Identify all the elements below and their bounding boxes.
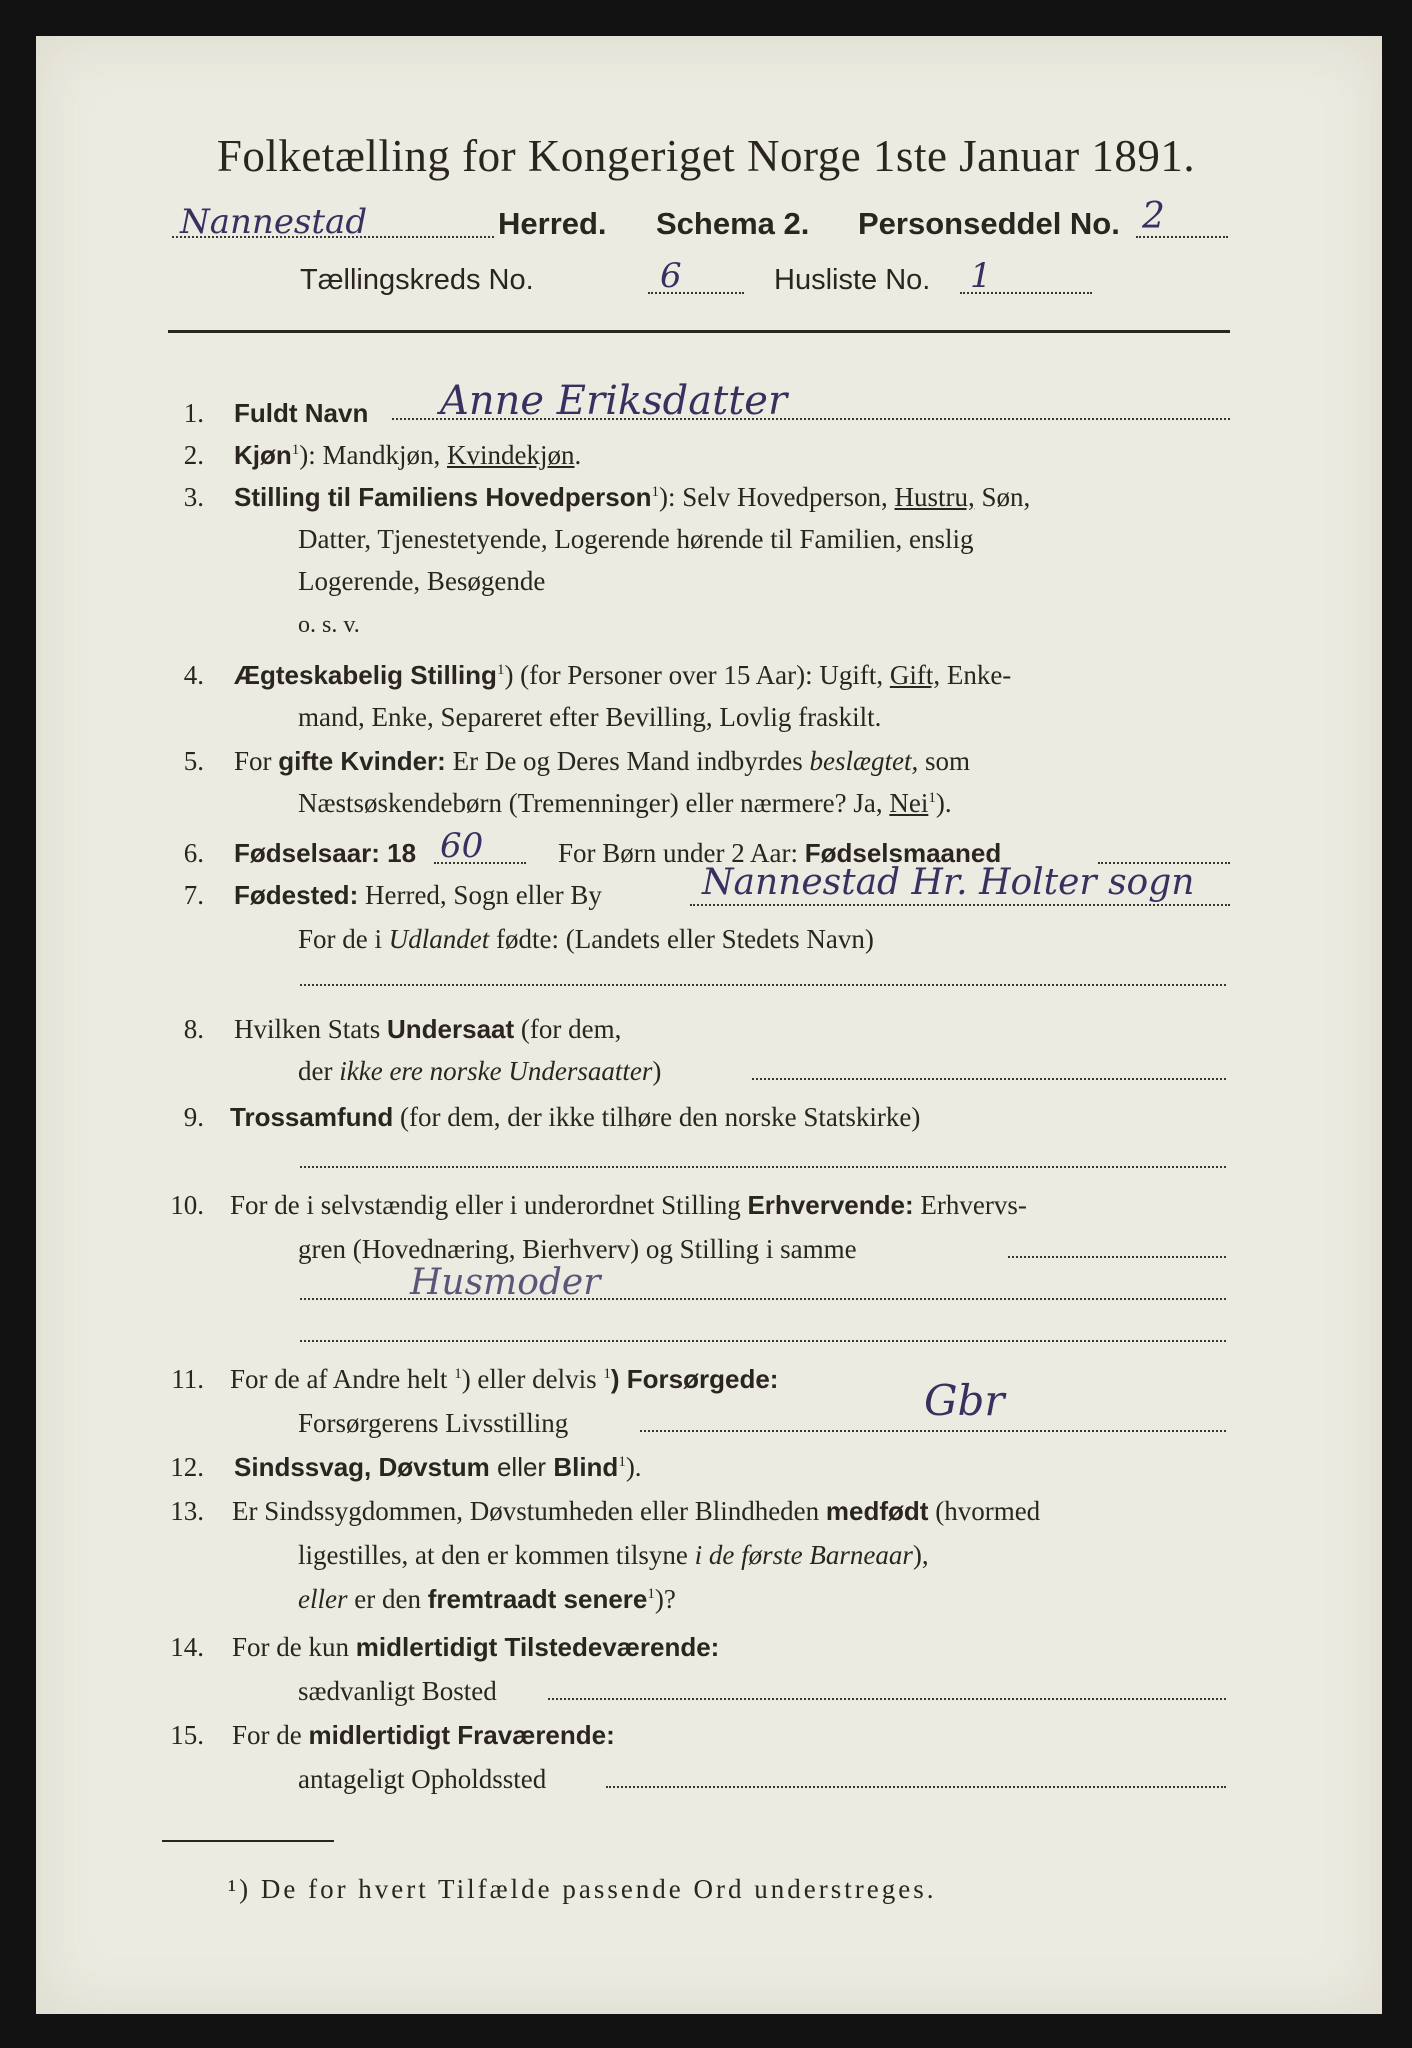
item6-text-b: For Børn under 2 Aar: xyxy=(558,838,805,868)
item-number: 7. xyxy=(183,880,204,910)
item8-line2 xyxy=(298,1056,661,1087)
item14-label: midlertidigt Tilstedeværende: xyxy=(355,1632,720,1662)
item14-line1 xyxy=(232,1632,719,1663)
item-number: 13. xyxy=(170,1496,204,1526)
item10-line2: gren (Hovednæring, Bierhverv) og Stilling i samme xyxy=(298,1234,857,1264)
item5-line2: Næstsøskendebørn (Tremenninger) eller nærmere? Ja, Nei$^1$). xyxy=(298,788,952,818)
item8-label: Undersaat xyxy=(387,1014,515,1044)
item14-text: For de kun xyxy=(232,1632,356,1662)
item-number: 14. xyxy=(170,1632,204,1662)
item11-label: ) Forsørgede: xyxy=(610,1364,779,1394)
personseddel-label: Personseddel No. xyxy=(858,206,1120,241)
item3-line3: Logerende, Besøgende xyxy=(298,566,546,596)
husliste-label: Husliste No. xyxy=(774,264,931,296)
item15-line2: antageligt Opholdssted xyxy=(298,1764,547,1794)
footnote-ref: 1 xyxy=(454,1366,462,1382)
item4-label: Ægteskabelig Stilling xyxy=(234,660,497,690)
item9-text: (for dem, der ikke tilhøre den norske Statskirke) xyxy=(393,1102,921,1132)
item11-line2: Forsørgerens Livsstilling xyxy=(298,1408,569,1438)
item-number: 9. xyxy=(183,1102,204,1132)
item4-line1 xyxy=(234,660,1011,691)
item7-line2 xyxy=(298,924,874,955)
item5-line2-text: Næstsøskendebørn (Tremenninger) eller nærmere? Ja, xyxy=(298,788,890,818)
item13-line2 xyxy=(298,1540,929,1571)
item4-text-end: Enke- xyxy=(940,660,1012,690)
kreds-label: Tællingskreds No. xyxy=(300,264,534,296)
item-number: 3. xyxy=(183,482,204,512)
item6-label-b: Fødselsmaaned xyxy=(804,838,1002,868)
item5-text-end: som xyxy=(918,746,971,776)
item7-foreign-dotted-line xyxy=(300,984,1226,986)
item12-text: eller xyxy=(489,1452,554,1482)
item12-line xyxy=(234,1452,642,1483)
item12-label: Sindssvag, Døvstum xyxy=(234,1452,490,1482)
footnote-ref: 1 xyxy=(928,790,936,806)
item5-italic: beslægtet, xyxy=(809,746,919,776)
personseddel-dotted-line xyxy=(1136,236,1228,238)
footnote-text: De for hvert Tilfælde passende Ord understreges. xyxy=(260,1874,937,1904)
item10-text-end: Erhvervs- xyxy=(913,1190,1027,1220)
item3-line4: o. s. v. xyxy=(298,612,360,638)
item10-text: For de i selvstændig eller i underordnet Stilling xyxy=(230,1190,748,1220)
item-number: 11. xyxy=(171,1364,204,1394)
item8-text: Hvilken Stats xyxy=(234,1014,387,1044)
item7-italic: Udlandet xyxy=(388,924,490,954)
item8-italic: ikke ere norske Undersaatter xyxy=(339,1056,653,1086)
item13-line3-label: fremtraadt senere xyxy=(427,1584,648,1614)
herred-dotted-line xyxy=(172,236,494,238)
item5-line1 xyxy=(234,746,970,777)
item2-line xyxy=(234,440,581,471)
item2-underlined-option: Kvindekjøn xyxy=(447,440,575,470)
footnote-ref: 1 xyxy=(618,1454,626,1470)
item7-birthplace-value: Nannestad Hr. Holter sogn xyxy=(702,862,1195,903)
item1-label: Fuldt Navn xyxy=(234,398,369,428)
item10-dotted-line-3 xyxy=(300,1340,1226,1342)
item9-label: Trossamfund xyxy=(230,1102,394,1132)
husliste-dotted-line xyxy=(960,292,1092,294)
item3-text: ): Selv Hovedperson, xyxy=(659,482,895,512)
item13-italic: i de første Barneaar xyxy=(694,1540,913,1570)
item10-dotted-line-1 xyxy=(1008,1256,1226,1258)
item10-label: Erhvervende: xyxy=(747,1190,914,1220)
personseddel-value: 2 xyxy=(1142,196,1165,237)
item5-text-b: Er De og Deres Mand indbyrdes xyxy=(445,746,810,776)
item8-line2-end: ) xyxy=(652,1056,662,1086)
item6-dotted-line xyxy=(434,862,526,864)
item3-text-end: Søn, xyxy=(974,482,1031,512)
item3-underlined-option: Hustru, xyxy=(894,482,975,512)
item10-occupation-value: Husmoder xyxy=(410,1262,601,1303)
item3-line2: Datter, Tjenestetyende, Logerende hørende til Familien, enslig xyxy=(298,524,974,554)
item2-label: Kjøn xyxy=(234,440,292,470)
footnote-ref: 1 xyxy=(291,442,300,458)
item8-text-end: (for dem, xyxy=(514,1014,622,1044)
schema-label: Schema 2. xyxy=(656,206,810,241)
item2-text: ): Mandkjøn, xyxy=(299,440,448,470)
item13-line3-italic: eller xyxy=(298,1584,348,1614)
item7-line2-text: For de i xyxy=(298,924,389,954)
item4-text: ) (for Personer over 15 Aar): Ugift, xyxy=(504,660,890,690)
item11-value: Gbr xyxy=(924,1376,1005,1425)
item8-line2-text: der xyxy=(298,1056,340,1086)
item13-line2-text: ligestilles, at den er kommen tilsyne xyxy=(298,1540,695,1570)
item12-label-b: Blind xyxy=(553,1452,619,1482)
footnote-ref: 1 xyxy=(603,1366,611,1382)
footnote-mark: ¹) xyxy=(228,1874,252,1904)
item15-text: For de xyxy=(232,1720,309,1750)
herred-handwritten: Nannestad xyxy=(180,202,368,242)
item3-label: Stilling til Familiens Hovedperson xyxy=(234,482,652,512)
item13-line3-text: er den xyxy=(347,1584,428,1614)
item11-text-b: ) eller delvis xyxy=(461,1364,604,1394)
item11-text: For de af Andre helt xyxy=(230,1364,455,1394)
item6-label: Fødselsaar: 18 xyxy=(234,838,417,868)
item11-line1 xyxy=(230,1364,778,1395)
item1-dotted-line xyxy=(392,418,1230,420)
item-number: 6. xyxy=(183,838,204,868)
footnote-ref: 1 xyxy=(651,484,660,500)
item7-label: Fødested: xyxy=(234,880,359,910)
kreds-value: 6 xyxy=(660,256,682,296)
item12-end: ). xyxy=(625,1452,642,1482)
form-title: Folketælling for Kongeriget Norge 1ste Januar 1891. xyxy=(216,131,1196,181)
item13-text: Er Sindssygdommen, Døvstumheden eller Blindheden xyxy=(232,1496,826,1526)
item5-text: For xyxy=(234,746,279,776)
item4-line2: mand, Enke, Separeret efter Bevilling, Lovlig fraskilt. xyxy=(298,702,882,732)
item3-line1 xyxy=(234,482,1030,513)
item-number: 10. xyxy=(170,1190,204,1220)
item14-dotted-line xyxy=(548,1698,1226,1700)
item13-text-end: (hvormed xyxy=(928,1496,1041,1526)
item-number: 5. xyxy=(183,746,204,776)
herred-label: Herred. xyxy=(498,206,607,241)
husliste-value: 1 xyxy=(970,256,992,296)
item14-line2: sædvanligt Bosted xyxy=(298,1676,497,1706)
item13-line1 xyxy=(232,1496,1040,1527)
item4-underlined-option: Gift, xyxy=(889,660,941,690)
item7-text: Herred, Sogn eller By xyxy=(358,880,602,910)
item2-text-end: . xyxy=(574,440,582,470)
item-number: 4. xyxy=(183,660,204,690)
item7-line2-text-end: fødte: (Landets eller Stedets Navn) xyxy=(489,924,874,954)
item9-dotted-line xyxy=(300,1166,1226,1168)
item5-label: gifte Kvinder: xyxy=(278,746,446,776)
footnote-ref: 1 xyxy=(496,662,505,678)
item5-underlined-option: Nei xyxy=(889,788,929,818)
item9-line1 xyxy=(230,1102,920,1133)
item15-label: midlertidigt Fraværende: xyxy=(308,1720,615,1750)
item6-birthyear-value: 60 xyxy=(440,826,484,866)
item8-dotted-line xyxy=(752,1078,1226,1080)
item11-dotted-line xyxy=(640,1430,1226,1432)
footnote xyxy=(228,1874,937,1905)
header-rule xyxy=(168,330,1230,333)
item13-line3 xyxy=(298,1584,676,1615)
item7-dotted-line xyxy=(690,904,1230,906)
item1-value: Anne Eriksdatter xyxy=(440,378,788,424)
item10-line1 xyxy=(230,1190,1027,1221)
item7-line1 xyxy=(234,880,602,911)
item15-dotted-line xyxy=(606,1786,1226,1788)
item-number: 1. xyxy=(183,398,204,428)
item-number: 2. xyxy=(183,440,204,470)
item15-line1 xyxy=(232,1720,615,1751)
footnote-rule xyxy=(162,1840,334,1842)
item8-line1 xyxy=(234,1014,621,1045)
kreds-dotted-line xyxy=(648,292,744,294)
footnote-ref: 1 xyxy=(647,1586,655,1602)
item-number: 8. xyxy=(183,1014,204,1044)
item-number: 15. xyxy=(170,1720,204,1750)
item13-line2-end: ), xyxy=(912,1540,929,1570)
item10-dotted-line-2 xyxy=(300,1298,1226,1300)
item-number: 12. xyxy=(170,1452,204,1482)
item13-line3-end: )? xyxy=(654,1584,676,1614)
item13-label: medfødt xyxy=(825,1496,929,1526)
